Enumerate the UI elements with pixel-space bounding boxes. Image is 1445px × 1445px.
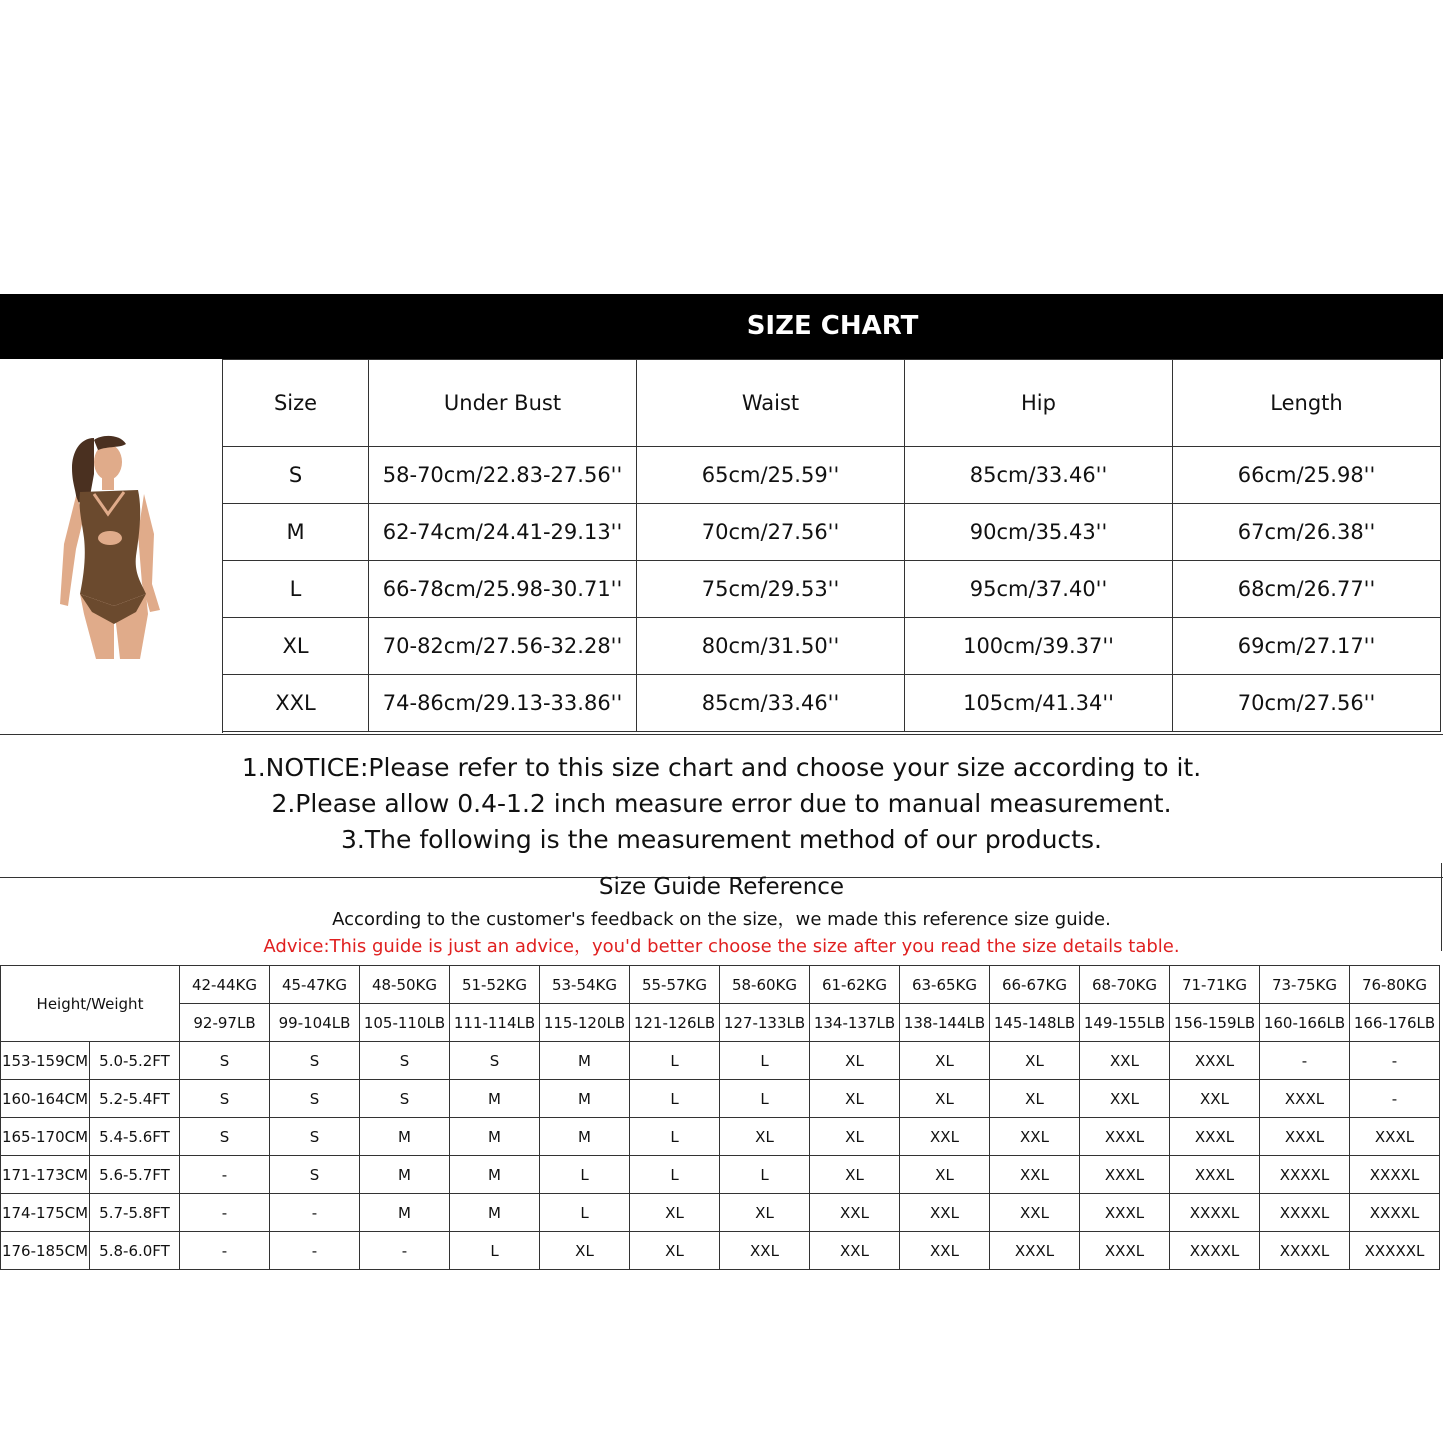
size-chart bbox=[0, 359, 1443, 735]
size-cell: XXXXL bbox=[1260, 1194, 1350, 1232]
size-chart-title: SIZE CHART bbox=[746, 311, 919, 341]
guide-subtitle: According to the customer's feedback on the size，we made this reference size guide. bbox=[332, 909, 1111, 930]
size-cell: XXL bbox=[990, 1118, 1080, 1156]
kg-header-cell: 68-70KG bbox=[1080, 966, 1170, 1004]
table-cell: L bbox=[223, 561, 369, 618]
size-cell: M bbox=[450, 1194, 540, 1232]
kg-header-cell: 42-44KG bbox=[180, 966, 270, 1004]
height-ft-cell: 5.4-5.6FT bbox=[90, 1118, 180, 1156]
height-cm-cell: 160-164CM bbox=[1, 1080, 90, 1118]
size-cell: XXXL bbox=[1080, 1118, 1170, 1156]
lb-header-cell: 92-97LB bbox=[180, 1004, 270, 1042]
size-cell: L bbox=[630, 1080, 720, 1118]
lb-header-cell: 105-110LB bbox=[360, 1004, 450, 1042]
table-cell: 66cm/25.98'' bbox=[1173, 447, 1441, 504]
table-cell: 69cm/27.17'' bbox=[1173, 618, 1441, 675]
size-cell: XXXXL bbox=[1350, 1194, 1440, 1232]
size-cell: XXXXXL bbox=[1350, 1232, 1440, 1270]
size-cell: XXL bbox=[900, 1232, 990, 1270]
size-cell: XL bbox=[630, 1194, 720, 1232]
kg-header-cell: 61-62KG bbox=[810, 966, 900, 1004]
size-cell: XL bbox=[900, 1042, 990, 1080]
size-cell: L bbox=[720, 1080, 810, 1118]
size-cell: XXL bbox=[990, 1194, 1080, 1232]
kg-header-cell: 51-52KG bbox=[450, 966, 540, 1004]
size-cell: S bbox=[180, 1042, 270, 1080]
table-cell: 70cm/27.56'' bbox=[1173, 675, 1441, 732]
lb-header-cell: 145-148LB bbox=[990, 1004, 1080, 1042]
size-cell: M bbox=[360, 1194, 450, 1232]
size-cell: S bbox=[360, 1080, 450, 1118]
size-cell: M bbox=[450, 1080, 540, 1118]
table-row bbox=[223, 675, 1441, 732]
size-cell: - bbox=[360, 1232, 450, 1270]
size-guide-table bbox=[0, 965, 1440, 1270]
table-row bbox=[223, 447, 1441, 504]
size-chart-header-row bbox=[223, 360, 1441, 447]
size-cell: S bbox=[180, 1118, 270, 1156]
table-row bbox=[1, 1232, 1440, 1270]
size-cell: XL bbox=[630, 1232, 720, 1270]
size-cell: XXXXL bbox=[1260, 1232, 1350, 1270]
kg-header-row bbox=[1, 966, 1440, 1004]
size-cell: XXL bbox=[810, 1232, 900, 1270]
notice-block bbox=[0, 750, 1443, 858]
size-cell: XL bbox=[720, 1194, 810, 1232]
size-cell: XXXL bbox=[1260, 1118, 1350, 1156]
size-cell: XXXL bbox=[1080, 1232, 1170, 1270]
size-cell: XL bbox=[810, 1118, 900, 1156]
size-cell: - bbox=[270, 1232, 360, 1270]
size-cell: XXXL bbox=[1170, 1118, 1260, 1156]
size-cell: XXL bbox=[1080, 1042, 1170, 1080]
size-cell: L bbox=[450, 1232, 540, 1270]
height-cm-cell: 176-185CM bbox=[1, 1232, 90, 1270]
size-cell: L bbox=[540, 1194, 630, 1232]
table-cell: XXL bbox=[223, 675, 369, 732]
notice-line: 3.The following is the measurement method of our products. bbox=[341, 825, 1102, 854]
table-cell: 70cm/27.56'' bbox=[637, 504, 905, 561]
size-cell: XXXXL bbox=[1170, 1232, 1260, 1270]
size-cell: XXXL bbox=[1170, 1156, 1260, 1194]
size-cell: M bbox=[360, 1118, 450, 1156]
swimsuit-model-illustration bbox=[50, 434, 170, 659]
size-cell: XXL bbox=[1080, 1080, 1170, 1118]
kg-header-cell: 63-65KG bbox=[900, 966, 990, 1004]
size-cell: - bbox=[1350, 1080, 1440, 1118]
kg-header-cell: 66-67KG bbox=[990, 966, 1080, 1004]
table-row bbox=[1, 1118, 1440, 1156]
size-cell: XXXL bbox=[1350, 1118, 1440, 1156]
header-cell: Length bbox=[1173, 360, 1441, 447]
table-cell: 85cm/33.46'' bbox=[905, 447, 1173, 504]
kg-header-cell: 55-57KG bbox=[630, 966, 720, 1004]
height-cm-cell: 171-173CM bbox=[1, 1156, 90, 1194]
lb-header-cell: 127-133LB bbox=[720, 1004, 810, 1042]
lb-header-cell: 121-126LB bbox=[630, 1004, 720, 1042]
size-cell: M bbox=[540, 1080, 630, 1118]
lb-header-cell: 149-155LB bbox=[1080, 1004, 1170, 1042]
size-cell: - bbox=[270, 1194, 360, 1232]
size-cell: S bbox=[450, 1042, 540, 1080]
height-weight-corner: Height/Weight bbox=[1, 966, 180, 1042]
size-cell: XL bbox=[720, 1118, 810, 1156]
size-cell: XXL bbox=[900, 1118, 990, 1156]
size-cell: XXL bbox=[1170, 1080, 1260, 1118]
size-cell: XXXXL bbox=[1260, 1156, 1350, 1194]
size-cell: - bbox=[180, 1156, 270, 1194]
size-cell: S bbox=[270, 1118, 360, 1156]
size-cell: XXL bbox=[900, 1194, 990, 1232]
height-cm-cell: 153-159CM bbox=[1, 1042, 90, 1080]
height-ft-cell: 5.0-5.2FT bbox=[90, 1042, 180, 1080]
product-photo-cell bbox=[0, 359, 223, 733]
table-row bbox=[1, 1080, 1440, 1118]
size-cell: - bbox=[180, 1194, 270, 1232]
header-cell: Hip bbox=[905, 360, 1173, 447]
table-row bbox=[1, 1194, 1440, 1232]
table-cell: 95cm/37.40'' bbox=[905, 561, 1173, 618]
size-cell: XL bbox=[990, 1042, 1080, 1080]
size-cell: S bbox=[270, 1042, 360, 1080]
lb-header-row bbox=[1, 1004, 1440, 1042]
table-cell: 62-74cm/24.41-29.13'' bbox=[369, 504, 637, 561]
size-cell: XXXL bbox=[1080, 1156, 1170, 1194]
lb-header-cell: 115-120LB bbox=[540, 1004, 630, 1042]
height-cm-cell: 165-170CM bbox=[1, 1118, 90, 1156]
size-cell: XL bbox=[900, 1080, 990, 1118]
notice-line: 2.Please allow 0.4-1.2 inch measure error due to manual measurement. bbox=[271, 789, 1172, 818]
size-cell: XXL bbox=[720, 1232, 810, 1270]
kg-header-cell: 58-60KG bbox=[720, 966, 810, 1004]
size-cell: L bbox=[630, 1118, 720, 1156]
table-cell: 105cm/41.34'' bbox=[905, 675, 1173, 732]
size-cell: L bbox=[720, 1156, 810, 1194]
size-cell: S bbox=[270, 1080, 360, 1118]
table-row bbox=[223, 504, 1441, 561]
kg-header-cell: 76-80KG bbox=[1350, 966, 1440, 1004]
kg-header-cell: 45-47KG bbox=[270, 966, 360, 1004]
table-cell: 75cm/29.53'' bbox=[637, 561, 905, 618]
size-cell: XXXL bbox=[990, 1232, 1080, 1270]
size-cell: XXXL bbox=[1080, 1194, 1170, 1232]
size-cell: L bbox=[630, 1156, 720, 1194]
height-ft-cell: 5.6-5.7FT bbox=[90, 1156, 180, 1194]
kg-header-cell: 73-75KG bbox=[1260, 966, 1350, 1004]
guide-advice: Advice:This guide is just an advice，you'd better choose the size after you read the size details table. bbox=[263, 936, 1180, 957]
guide-title: Size Guide Reference bbox=[598, 874, 845, 900]
lb-header-cell: 138-144LB bbox=[900, 1004, 990, 1042]
size-cell: L bbox=[720, 1042, 810, 1080]
table-cell: XL bbox=[223, 618, 369, 675]
size-cell: XL bbox=[900, 1156, 990, 1194]
kg-header-cell: 53-54KG bbox=[540, 966, 630, 1004]
table-cell: 85cm/33.46'' bbox=[637, 675, 905, 732]
notice-line: 1.NOTICE:Please refer to this size chart and choose your size according to it. bbox=[241, 753, 1202, 782]
size-cell: M bbox=[450, 1118, 540, 1156]
size-cell: XXXL bbox=[1170, 1042, 1260, 1080]
table-cell: S bbox=[223, 447, 369, 504]
table-row bbox=[223, 618, 1441, 675]
size-cell: XXXXL bbox=[1350, 1156, 1440, 1194]
table-cell: 80cm/31.50'' bbox=[637, 618, 905, 675]
size-cell: XL bbox=[540, 1232, 630, 1270]
size-cell: XXL bbox=[990, 1156, 1080, 1194]
table-cell: 100cm/39.37'' bbox=[905, 618, 1173, 675]
size-cell: M bbox=[360, 1156, 450, 1194]
table-row bbox=[223, 561, 1441, 618]
table-cell: 58-70cm/22.83-27.56'' bbox=[369, 447, 637, 504]
table-cell: 70-82cm/27.56-32.28'' bbox=[369, 618, 637, 675]
size-cell: XXL bbox=[810, 1194, 900, 1232]
size-chart-table bbox=[222, 359, 1441, 732]
size-cell: M bbox=[540, 1118, 630, 1156]
header-cell: Under Bust bbox=[369, 360, 637, 447]
size-cell: XL bbox=[810, 1156, 900, 1194]
table-cell: 66-78cm/25.98-30.71'' bbox=[369, 561, 637, 618]
height-ft-cell: 5.8-6.0FT bbox=[90, 1232, 180, 1270]
lb-header-cell: 99-104LB bbox=[270, 1004, 360, 1042]
size-cell: - bbox=[180, 1232, 270, 1270]
lb-header-cell: 156-159LB bbox=[1170, 1004, 1260, 1042]
size-cell: M bbox=[540, 1042, 630, 1080]
size-cell: XL bbox=[810, 1042, 900, 1080]
height-cm-cell: 174-175CM bbox=[1, 1194, 90, 1232]
lb-header-cell: 166-176LB bbox=[1350, 1004, 1440, 1042]
table-cell: 65cm/25.59'' bbox=[637, 447, 905, 504]
table-cell: 67cm/26.38'' bbox=[1173, 504, 1441, 561]
lb-header-cell: 111-114LB bbox=[450, 1004, 540, 1042]
kg-header-cell: 71-71KG bbox=[1170, 966, 1260, 1004]
size-cell: XXXXL bbox=[1170, 1194, 1260, 1232]
size-cell: XXXL bbox=[1260, 1080, 1350, 1118]
size-chart-banner bbox=[0, 294, 1443, 359]
table-cell: 68cm/26.77'' bbox=[1173, 561, 1441, 618]
size-cell: L bbox=[540, 1156, 630, 1194]
size-cell: S bbox=[270, 1156, 360, 1194]
table-row bbox=[1, 1156, 1440, 1194]
size-cell: XL bbox=[810, 1080, 900, 1118]
table-cell: 90cm/35.43'' bbox=[905, 504, 1173, 561]
size-cell: S bbox=[360, 1042, 450, 1080]
height-ft-cell: 5.7-5.8FT bbox=[90, 1194, 180, 1232]
size-cell: L bbox=[630, 1042, 720, 1080]
size-cell: S bbox=[180, 1080, 270, 1118]
header-cell: Size bbox=[223, 360, 369, 447]
header-cell: Waist bbox=[637, 360, 905, 447]
size-cell: - bbox=[1350, 1042, 1440, 1080]
size-guide-header bbox=[0, 874, 1443, 957]
size-cell: XL bbox=[990, 1080, 1080, 1118]
lb-header-cell: 160-166LB bbox=[1260, 1004, 1350, 1042]
table-cell: 74-86cm/29.13-33.86'' bbox=[369, 675, 637, 732]
size-cell: - bbox=[1260, 1042, 1350, 1080]
size-cell: M bbox=[450, 1156, 540, 1194]
height-ft-cell: 5.2-5.4FT bbox=[90, 1080, 180, 1118]
lb-header-cell: 134-137LB bbox=[810, 1004, 900, 1042]
table-row bbox=[1, 1042, 1440, 1080]
table-cell: M bbox=[223, 504, 369, 561]
kg-header-cell: 48-50KG bbox=[360, 966, 450, 1004]
